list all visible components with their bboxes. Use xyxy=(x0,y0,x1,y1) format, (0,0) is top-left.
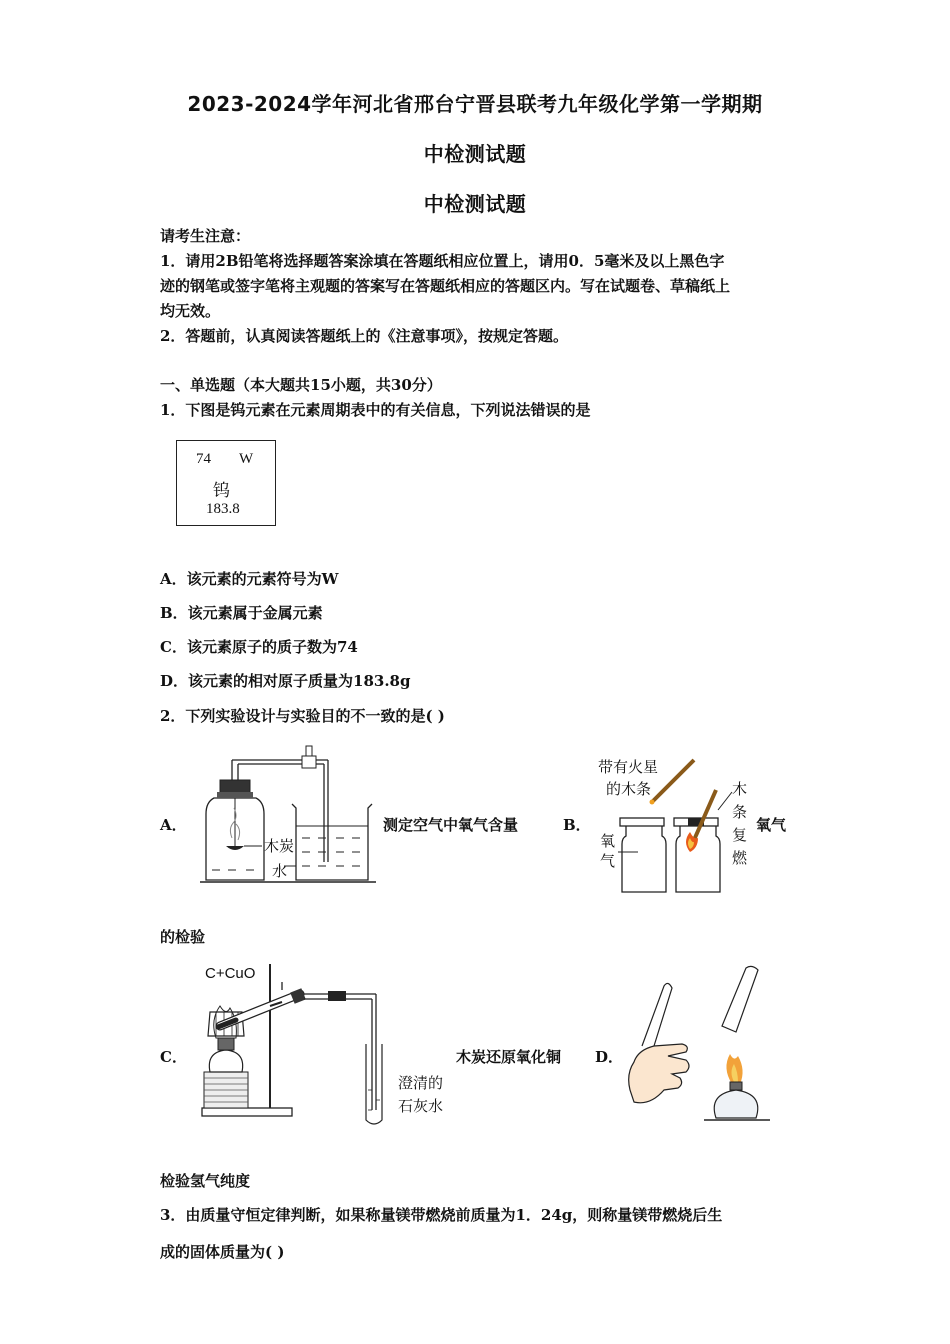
q3-stem-line1: 3．由质量守恒定律判断，如果称量镁带燃烧前质量为1．24g，则称量镁带燃烧后生 xyxy=(160,1206,723,1224)
q2-option-a-letter[interactable]: A． xyxy=(160,816,187,834)
label-relight-2: 条 xyxy=(732,803,748,821)
label-reagent: C+CuO xyxy=(205,965,256,982)
label-spark-line2: 的木条 xyxy=(606,780,652,798)
q1-option-d[interactable]: D．该元素的相对原子质量为183.8g xyxy=(160,672,411,690)
label-water: 水 xyxy=(272,862,288,880)
element-atomic-mass: 183.8 xyxy=(206,501,240,517)
hydrogen-purity-test xyxy=(624,962,774,1127)
q2-option-b-purpose-line2: 的检验 xyxy=(160,928,206,946)
q2-option-b-letter[interactable]: B． xyxy=(563,816,591,834)
element-symbol: W xyxy=(239,451,254,467)
label-limewater-2: 石灰水 xyxy=(398,1097,444,1115)
label-relight-1: 木 xyxy=(732,780,748,798)
notice-item1-line1: 1．请用2B铅笔将选择题答案涂填在答题纸相应位置上，请用0．5毫米及以上黑色字 xyxy=(160,252,725,270)
q2-stem: 2．下列实验设计与实验目的不一致的是( ) xyxy=(160,707,445,725)
q1-stem: 1．下图是钨元素在元素周期表中的有关信息，下列说法错误的是 xyxy=(160,401,591,419)
label-spark-line1: 带有火星 xyxy=(598,758,659,776)
q1-option-b[interactable]: B．该元素属于金属元素 xyxy=(160,604,323,622)
exam-title-line1: 2023-2024学年河北省邢台宁晋县联考九年级化学第一学期期 xyxy=(187,92,763,116)
label-oxygen-1: 氧 xyxy=(600,832,616,850)
q2-option-a-purpose: 测定空气中氧气含量 xyxy=(383,816,519,834)
notice-item1-line2: 迹的钢笔或签字笔将主观题的答案写在答题纸相应的答题区内。写在试题卷、草稿纸上 xyxy=(160,277,731,295)
q2-option-d-letter[interactable]: D． xyxy=(595,1048,624,1066)
element-card-tungsten xyxy=(176,440,276,526)
q2-option-c-letter[interactable]: C． xyxy=(160,1048,187,1066)
notice-item2: 2．答题前，认真阅读答题纸上的《注意事项》，按规定答题。 xyxy=(160,327,568,345)
q1-option-c[interactable]: C．该元素原子的质子数为74 xyxy=(160,638,358,656)
oxygen-content-apparatus xyxy=(196,742,381,887)
q2-option-d-purpose: 检验氢气纯度 xyxy=(160,1172,251,1190)
q2-option-b-purpose-line1: 氧气 xyxy=(756,816,787,834)
notice-heading: 请考生注意： xyxy=(160,227,251,245)
q1-option-a[interactable]: A．该元素的元素符号为W xyxy=(160,570,339,588)
label-oxygen-2: 气 xyxy=(600,852,616,870)
element-atomic-number: 74 xyxy=(196,451,211,467)
notice-item1-line3: 均无效。 xyxy=(160,302,221,320)
element-name: 钨 xyxy=(213,481,230,501)
label-relight-3: 复 xyxy=(732,826,748,844)
exam-title-line2: 中检测试题 xyxy=(423,142,527,166)
label-relight-4: 燃 xyxy=(732,849,748,867)
section-heading: 一、单选题（本大题共15小题，共30分） xyxy=(160,376,442,394)
exam-title-line3: 中检测试题 xyxy=(423,192,527,216)
q2-option-c-purpose: 木炭还原氧化铜 xyxy=(456,1048,562,1066)
q3-stem-line2: 成的固体质量为( ) xyxy=(160,1243,285,1261)
label-limewater-1: 澄清的 xyxy=(398,1074,444,1092)
label-charcoal: 木炭 xyxy=(264,837,295,855)
reduction-apparatus xyxy=(196,960,396,1130)
